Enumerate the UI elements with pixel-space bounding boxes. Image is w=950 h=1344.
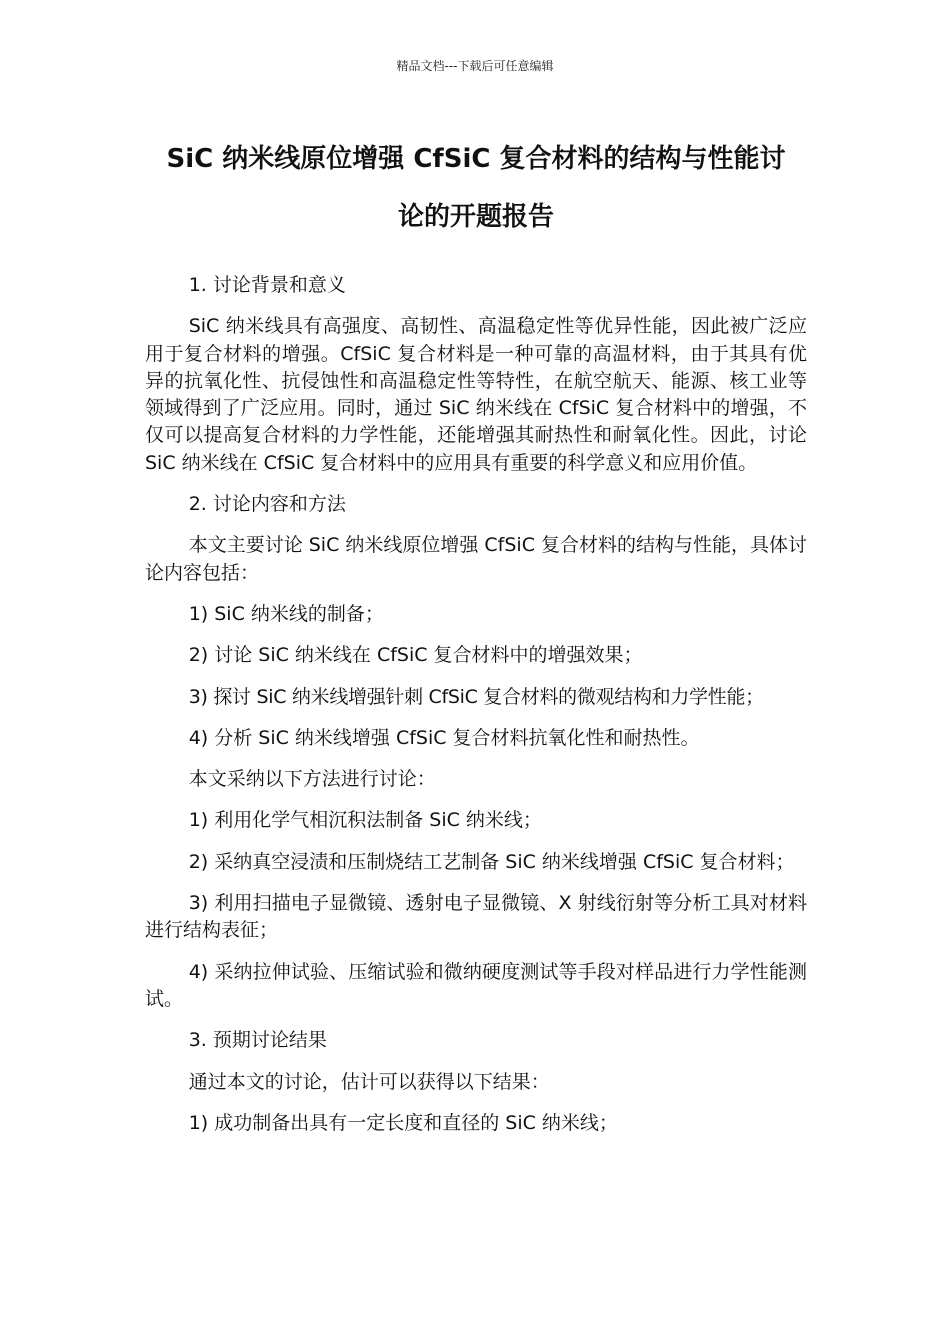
section-heading-content-method: 2. 讨论内容和方法 bbox=[188, 493, 346, 516]
list-item-method-1: 1) 利用化学气相沉积法制备 SiC 纳米线； bbox=[188, 809, 542, 832]
list-item-result-1: 1) 成功制备出具有一定长度和直径的 SiC 纳米线； bbox=[188, 1111, 618, 1134]
list-item-content-1: 1) SiC 纳米线的制备； bbox=[188, 602, 384, 625]
document-body bbox=[145, 272, 807, 1151]
paragraph-content-intro: 本文主要讨论 SiC 纳米线原位增强 CfSiC 复合材料的结构与性能，具体讨论内容包括： bbox=[145, 534, 808, 584]
title-line-1: SiC 纳米线原位增强 CfSiC 复合材料的结构与性能讨 bbox=[166, 144, 786, 174]
list-item-method-2: 2) 采纳真空浸渍和压制烧结工艺制备 SiC 纳米线增强 CfSiC 复合材料； bbox=[188, 850, 795, 873]
list-item-content-4: 4) 分析 SiC 纳米线增强 CfSiC 复合材料抗氧化性和耐热性。 bbox=[188, 726, 700, 749]
header-note: 精品文档---下载后可任意编辑 bbox=[396, 59, 554, 73]
list-item-content-3: 3) 探讨 SiC 纳米线增强针刺 CfSiC 复合材料的微观结构和力学性能； bbox=[188, 685, 764, 708]
document-title bbox=[145, 130, 807, 246]
list-item-content-2: 2) 讨论 SiC 纳米线在 CfSiC 复合材料中的增强效果； bbox=[188, 644, 643, 667]
paragraph-background: SiC 纳米线具有高强度、高韧性、高温稳定性等优异性能，因此被广泛应用于复合材料的增强。CfSiC 复合材料是一种可靠的高温材料，由于其具有优异的抗氧化性、抗侵蚀性和高温稳定性等特性，在航空航天、能源、核工业等领域得到了广泛应用。同时，通过 SiC 纳米线在 CfSiC 复合材料中的增强，不仅可以提高复合材料的力学性能，还能增强其耐热性和耐氧化性。因此，讨论 SiC 纳米线在 CfSiC 复合材料中的应用具有重要的科学意义和应用价值。 bbox=[145, 315, 807, 474]
paragraph-results-intro: 通过本文的讨论，估计可以获得以下结果： bbox=[188, 1070, 550, 1093]
list-item-method-3: 3) 利用扫描电子显微镜、透射电子显微镜、X 射线衍射等分析工具对材料进行结构表征； bbox=[145, 892, 807, 942]
section-heading-background: 1. 讨论背景和意义 bbox=[188, 274, 346, 296]
title-line-2: 论的开题报告 bbox=[397, 202, 554, 232]
paragraph-method-intro: 本文采纳以下方法进行讨论： bbox=[188, 768, 436, 791]
list-item-method-4: 4) 采纳拉伸试验、压缩试验和微纳硬度测试等手段对样品进行力学性能测试。 bbox=[145, 960, 807, 1010]
section-heading-expected-results: 3. 预期讨论结果 bbox=[188, 1029, 327, 1052]
